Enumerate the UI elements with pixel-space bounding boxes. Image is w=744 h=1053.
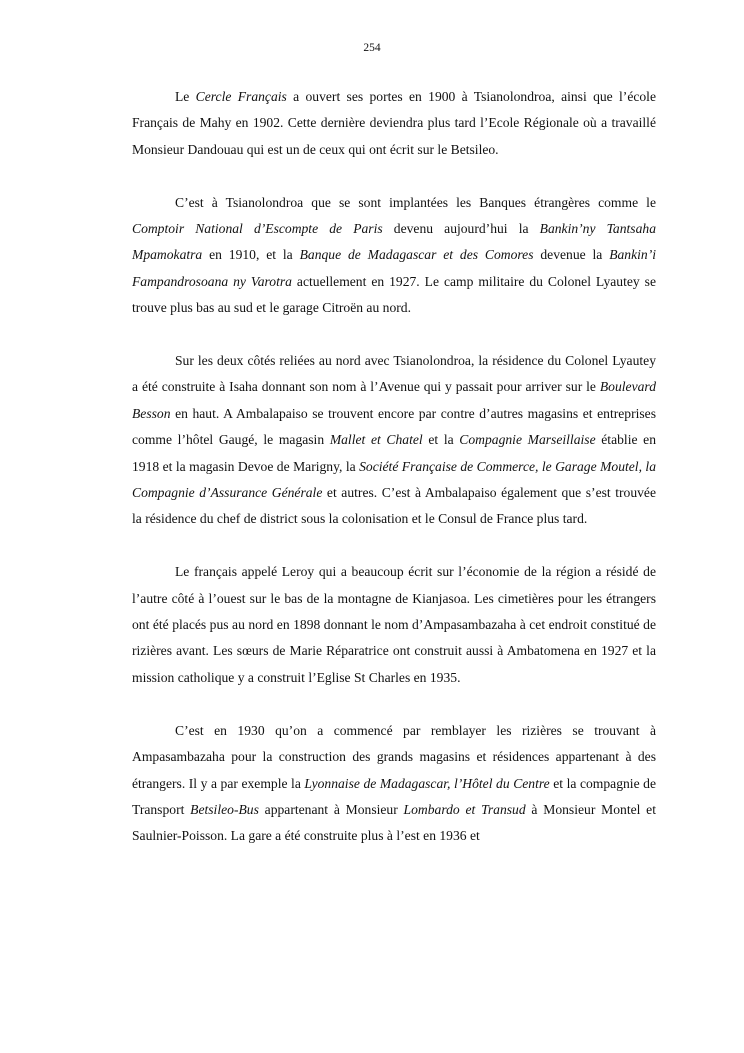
text-run: Le français appelé Leroy qui a beaucoup écrit sur l’économie de la région a résidé de l’autre côté à l’ouest sur le bas de la montagne de Kianjasoa. Les cimetières pour les étrangers ont été placés pus au nord en 1898 donnant le nom d’Ampasambazaha à cet endroit constitué de rizières avant. Les sœurs de Marie Réparatrice ont construit aussi à Ambatomena en 1927 et la mission catholique y a construit l’Eglise St Charles en 1935. [132, 564, 656, 685]
text-run: et la [422, 432, 460, 448]
italic-text-run: Bankin’ny Tantsaha Mpamokatra [132, 221, 656, 263]
italic-text-run: Lyonnaise de Madagascar, l’Hôtel du Centre [304, 775, 550, 791]
text-run: en 1910, et la [202, 247, 300, 263]
text-run: a ouvert ses portes en 1900 à Tsianolondroa, ainsi que l’école Français de Mahy en 1902. Cette dernière deviendra plus tard l’Ecole Régionale où a travaillé Monsieur Dandouau qui est un de ceux qui ont écrit sur le Betsileo. [132, 89, 656, 157]
paragraph [132, 190, 656, 322]
text-run: actuellement en 1927. Le camp militaire du Colonel Lyautey se trouve plus bas au sud et le garage Citroën au nord. [132, 273, 656, 316]
italic-text-run: Compagnie Marseillaise [459, 432, 596, 448]
italic-text-run: Betsileo-Bus [190, 801, 259, 817]
paragraph [132, 84, 656, 163]
paragraph [132, 559, 656, 691]
text-run: appartenant à Monsieur [258, 801, 404, 817]
paragraph [132, 348, 656, 533]
text-run: en haut. A Ambalapaiso se trouvent encore par contre d’autres magasins et entreprises comme l’hôtel Gaugé, le magasin [132, 405, 656, 448]
text-run: et autres. C’est à Ambalapaiso également que s’est trouvée la résidence du chef de district sous la colonisation et le Consul de France plus tard. [132, 485, 656, 527]
italic-text-run: Bankin’i Fampandrosoana ny Varotra [132, 247, 656, 289]
italic-text-run: Société Française de Commerce, le Garage Moutel, la Compagnie d’Assurance Générale [132, 458, 657, 501]
document-body [132, 84, 656, 850]
italic-text-run: Boulevard Besson [132, 379, 656, 421]
text-run: à Monsieur Montel et Saulnier-Poisson. La gare a été construite plus à l’est en 1936 et [132, 801, 656, 844]
paragraph [132, 718, 656, 850]
italic-text-run: Lombardo et Transud [403, 801, 526, 817]
text-run: Sur les deux côtés reliées au nord avec Tsianolondroa, la résidence du Colonel Lyautey a été construite à Isaha donnant son nom à l’Avenue qui y passait pour arriver sur le [132, 353, 656, 395]
italic-text-run: Mallet et Chatel [329, 432, 423, 448]
page-number: 254 [363, 42, 381, 54]
text-run: établie en 1918 et la magasin Devoe de Marigny, la [132, 432, 656, 474]
italic-text-run: Comptoir National d’Escompte de Paris [132, 221, 383, 237]
text-run: et la compagnie de Transport [132, 775, 656, 817]
text-run: devenu aujourd’hui la [382, 221, 540, 237]
text-run: Le [175, 89, 196, 104]
text-run: C’est à Tsianolondroa que se sont implantées les Banques étrangères comme le [175, 194, 656, 210]
text-run: C’est en 1930 qu’on a commencé par remblayer les rizières se trouvant à Ampasambazaha pour la construction des grands magasins et résidences appartenant à des étrangers. Il y a par exemple la [132, 722, 656, 791]
italic-text-run: Cercle Français [195, 89, 287, 104]
italic-text-run: Banque de Madagascar et des Comores [299, 247, 534, 263]
text-run: devenue la [533, 247, 610, 263]
